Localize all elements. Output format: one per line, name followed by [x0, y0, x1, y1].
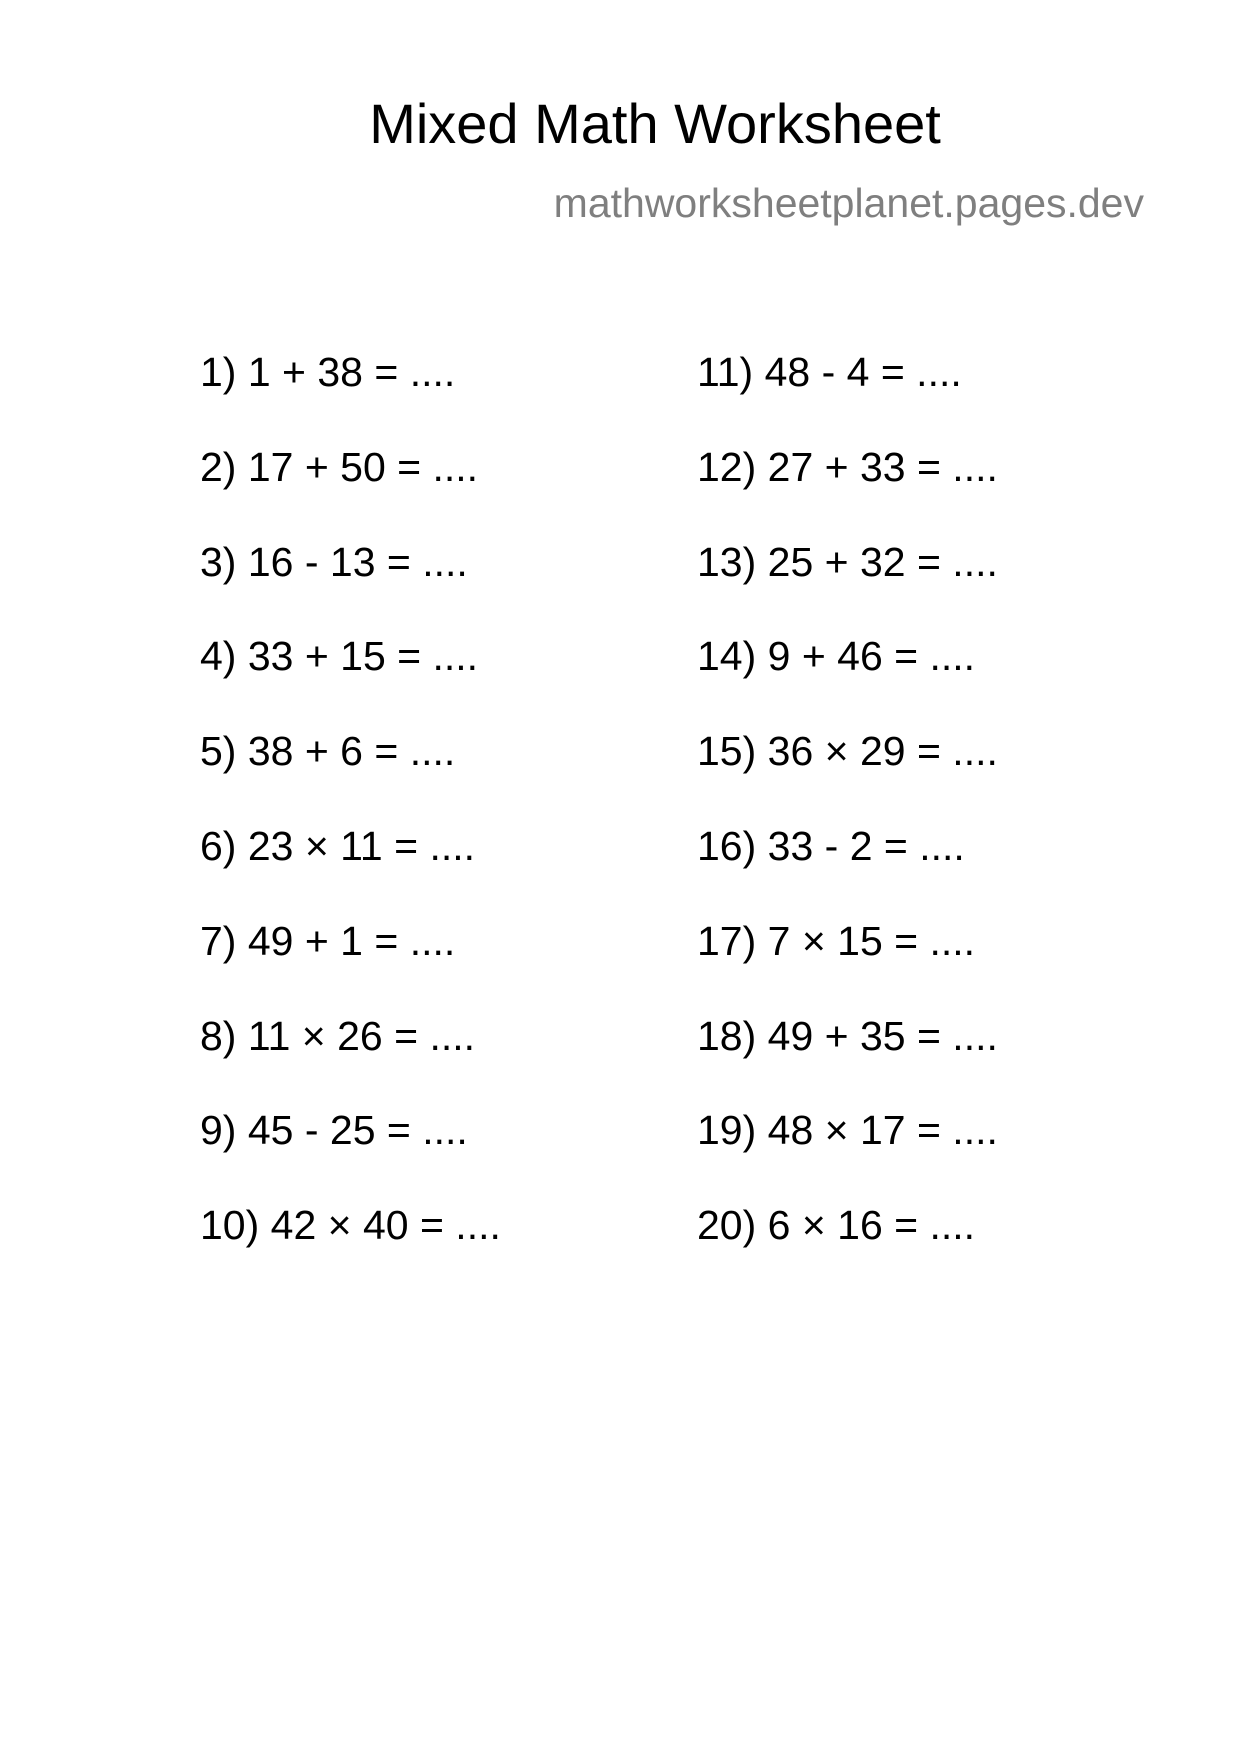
problems-column-right: [697, 349, 998, 1300]
problems-column-left: [200, 349, 501, 1300]
problem-7: 7) 49 + 1 = ....: [200, 917, 456, 964]
problem-14: 14) 9 + 46 = ....: [697, 633, 976, 680]
problem-3: 3) 16 - 13 = ....: [200, 538, 468, 585]
problem-20: 20) 6 × 16 = ....: [697, 1202, 976, 1249]
worksheet-title: Mixed Math Worksheet: [369, 92, 941, 155]
problem-1: 1) 1 + 38 = ....: [200, 349, 456, 395]
problem-6: 6) 23 × 11 = ....: [200, 822, 476, 869]
problem-19: 19) 48 × 17 = ....: [697, 1107, 998, 1154]
problem-10: 10) 42 × 40 = ....: [200, 1202, 501, 1249]
problem-8: 8) 11 × 26 = ....: [200, 1012, 476, 1059]
problem-5: 5) 38 + 6 = ....: [200, 728, 456, 775]
problem-17: 17) 7 × 15 = ....: [697, 917, 976, 964]
problem-12: 12) 27 + 33 = ....: [697, 443, 998, 490]
problem-16: 16) 33 - 2 = ....: [697, 822, 965, 869]
problem-15: 15) 36 × 29 = ....: [697, 728, 998, 775]
website-url: mathworksheetplanet.pages.dev: [553, 180, 1144, 226]
problem-2: 2) 17 + 50 = ....: [200, 443, 479, 490]
problem-9: 9) 45 - 25 = ....: [200, 1107, 468, 1154]
problem-18: 18) 49 + 35 = ....: [697, 1012, 998, 1059]
problem-11: 11) 48 - 4 = ....: [697, 349, 962, 395]
problem-13: 13) 25 + 32 = ....: [697, 538, 998, 585]
problem-4: 4) 33 + 15 = ....: [200, 633, 479, 680]
